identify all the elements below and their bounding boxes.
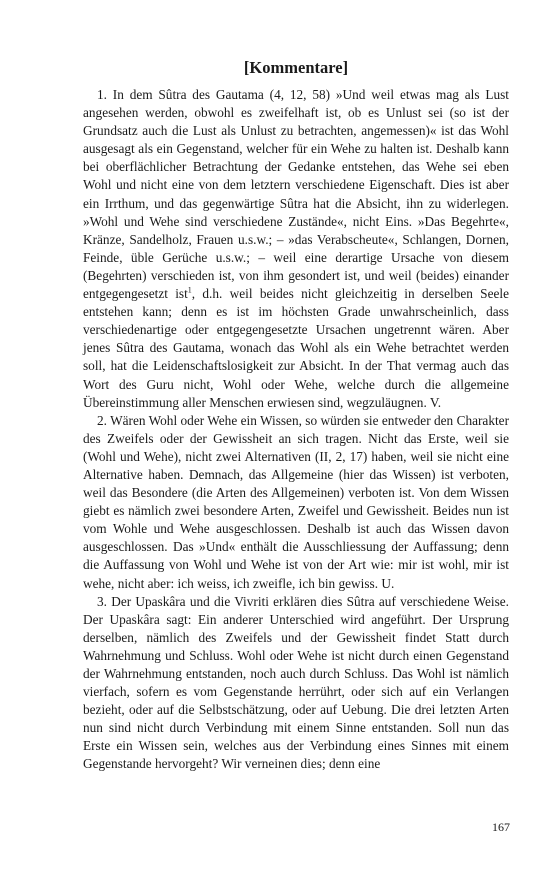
paragraph-3 (83, 593, 509, 774)
paragraph-2 (83, 412, 509, 593)
page-number: 167 (492, 820, 510, 834)
paragraph-1-text: 1. In dem Sûtra des Gautama (4, 12, 58) »Und weil etwas mag als Lust angesehen werden, obwohl es zweifelhaft ist, ob es Unlust sei (so ist der Grundsatz auch die Lust als Unlust zu betrachten, angemessen)« ist das Wohl ausgesagt als ein Gegenstand, welcher für ein Wehe zu halten ist. Deshalb kann bei oberflächlicher Betrachtung der Gedanke entstehen, das Wehe sei eben Wohl und nicht eine von dem letztern verschiedene Eigenschaft. Dies ist aber ein Irrthum, und das gegenwärtige Sûtra hat die Absicht, ihn zu widerlegen. »Wohl und Wehe sind verschiedene Zustände«, nicht Eins. »Das Begehrte«, Kränze, Sandelholz, Frauen u.s.w.; – »das Verabscheute«, Schlangen, Dornen, Feinde, üble Gerüche u.s.w.; – weil eine derartige Ursache von diesem (Begehrten) verschieden ist, von ihm gesondert ist, und weil (beides) einander entgegengesetzt ist (83, 87, 509, 302)
paragraph-3-text: 3. Der Upaskâra und die Vivriti erklären dies Sûtra auf verschiedene Weise. Der Upaskâra sagt: Ein anderer Unterschied wird angeführt. Der Ursprung derselben, nämlich des Zweifels und der Gewissheit findet Statt durch Wahrnehmung und Schluss. Wohl oder Wehe ist nicht durch einen Gegenstand der Wahrnehmung entstanden, noch auch durch Schluss. Das Wohl ist nämlich vierfach, sofern es vom Gegenstande herrührt, oder sich auf ein Verlangen bezieht, oder auf die Selbstschätzung, oder auf Uebung. Die drei letzten Arten nun sind nicht durch Verbindung mit einem Sinne entstanden. Soll nun das Erste ein Wissen sein, welches aus der Verbindung eines Sinnes mit einem Gegenstande hervorgeht? Wir verneinen dies; denn eine (83, 593, 509, 772)
section-heading: [Kommentare] (243, 58, 349, 77)
paragraph-1 (83, 86, 509, 412)
paragraph-2-text: 2. Wären Wohl oder Wehe ein Wissen, so würden sie entweder den Charakter des Zweifels oder der Gewissheit an sich tragen. Nicht das Erste, weil sie (Wohl und Wehe), nicht zwei Alternativen (II, 2, 17) haben, weil sie nicht eine Alternative haben. Demnach, das Allgemeine (hier das Wissen) ist verboten, weil das Besondere (die Arten des Allgemeinen) verboten ist. Von dem Wissen giebt es nämlich zwei besondere Arten, Zweifel und Gewissheit. Beides nun ist vom Wohle und Wehe ausgeschlossen. Deshalb ist auch das Wissen davon ausgeschlossen. Das »Und« enthält die Ausschliessung der Auffassung; denn die Auffassung von Wohl und Wehe ist von der Art wie: mir ist wohl, mir ist wehe, nicht aber: ich weiss, ich zweifle, ich bin gewiss. U. (83, 412, 509, 591)
paragraph-1-text-continued: , d.h. weil beides nicht gleichzeitig in derselben Seele entstehen kann; denn es ist im höchsten Grade unwahrscheinlich, dass verschiedenartige oder entgegengesetzte Ursachen ungetrennt wären. Aber jenes Sûtra des Gautama, wonach das Wohl als ein Wehe betrachtet werden soll, hat die Leidenschaftslosigkeit zur Absicht. In der That vermag auch das Wort des Guru nicht, Wohl oder Wehe, welche durch die allgemeine Übereinstimmung aller Menschen erwiesen sind, wegzuläugnen. V. (83, 286, 509, 410)
text-block (83, 58, 509, 774)
footnote-mark[interactable]: 1 (187, 285, 192, 295)
